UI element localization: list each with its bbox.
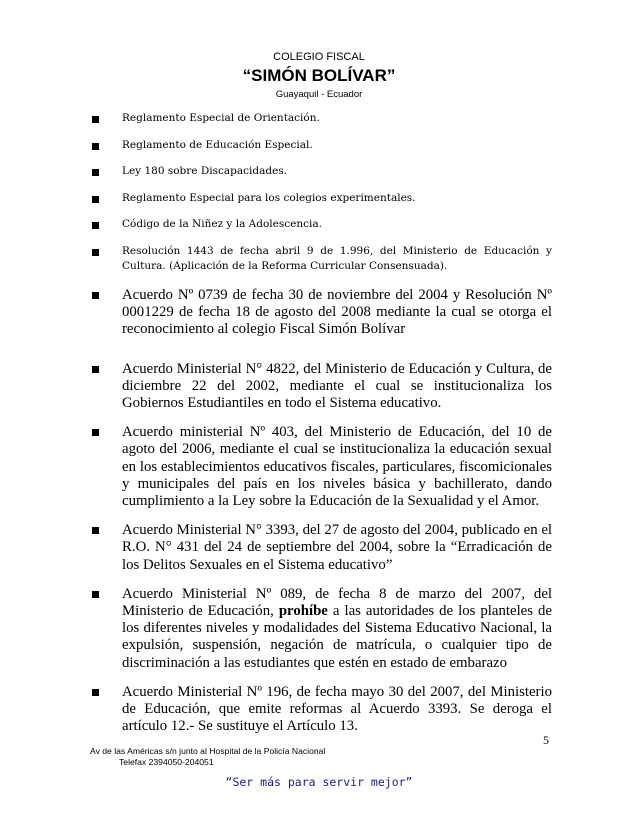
bullet-icon: [92, 249, 99, 256]
school-name: “SIMÓN BOLÍVAR”: [242, 66, 396, 85]
bullet-icon: [92, 591, 99, 598]
list-item-text: Acuerdo Nº 0739 de fecha 30 de noviembre del 2004 y Resolución Nº 0001229 de fecha 18 de agosto del 2008 mediante la cual se otorga el reconocimiento al colegio Fiscal Simón Bolívar: [122, 287, 552, 338]
footer-motto: “Ser más para servir mejor”: [225, 775, 413, 789]
list-item: [92, 244, 552, 275]
list-item-text: Resolución 1443 de fecha abril 9 de 1.996, del Ministerio de Educación y Cultura. (Aplicación de la Reforma Curricular Consensuada).: [122, 244, 552, 272]
list-item-text: Ley 180 sobre Discapacidades.: [122, 165, 288, 177]
bullet-icon: [92, 196, 99, 203]
list-item: [92, 287, 552, 339]
list-item: [92, 164, 552, 180]
list-item-text: Reglamento Especial para los colegios experimentales.: [122, 191, 416, 204]
list-item: [92, 191, 552, 207]
agreements-list: [92, 287, 552, 735]
bullet-icon: [92, 292, 99, 299]
list-item-text: Código de la Niñez y la Adolescencia.: [122, 218, 322, 230]
list-item-text: Reglamento Especial de Orientación.: [122, 112, 320, 124]
bullet-icon: [92, 116, 99, 123]
page-number: 5: [543, 733, 549, 747]
bullet-icon: [92, 222, 99, 229]
bullet-icon: [92, 429, 99, 436]
regulations-list: [92, 111, 552, 275]
bullet-icon: [92, 689, 99, 696]
bullet-icon: [92, 143, 99, 150]
list-item: [92, 424, 552, 510]
footer-phone: Telefax 2394050-204051: [119, 757, 214, 767]
text-segment: a las autoridades de los planteles de los diferentes niveles y modalidades del Sistema Educativo Nacional, la expulsión, suspensión, negación de matrícula, o cualquier tipo de discriminación a las estudiantes que estén en estado de embarazo: [122, 603, 552, 671]
list-item-text: Acuerdo Ministerial N° 3393, del 27 de agosto del 2004, publicado en el R.O. N° 431 del 24 de septiembre del 2004, sobre la “Erradicación de los Delitos Sexuales en el Sistema educativo”: [122, 522, 552, 573]
list-item: [92, 138, 552, 154]
list-item-text: Acuerdo ministerial Nº 403, del Ministerio de Educación, del 10 de agoto del 2006, mediante el cual se institucionaliza la educación sexual en los establecimientos educativos fiscales, particulares, fiscomicionales y municipales del país en los niveles básica y bachillerato, dando cumplimiento a la Ley sobre la Educación de la Sexualidad y el Amor.: [122, 424, 552, 510]
bullet-icon: [92, 169, 99, 176]
list-item-text: Acuerdo Ministerial N° 4822, del Ministerio de Educación y Cultura, de diciembre 22 del 2002, mediante el cual se institucionaliza los Gobiernos Estudiantiles en todo el Sistema educativo.: [122, 360, 552, 412]
text-segment: Acuerdo Ministerial Nº 089, de fecha 8 de marzo del 2007, del Ministerio de Educación,: [122, 585, 552, 620]
footer-address: Av de las Américas s/n junto al Hospital de la Policía Nacional: [90, 746, 326, 756]
list-item-text: Acuerdo Ministerial Nº 196, de fecha mayo 30 del 2007, del Ministerio de Educación, que emite reformas al Acuerdo 3393. Se deroga el artículo 12.- Se sustituye el Artículo 13.: [122, 683, 552, 735]
list-item-text: Reglamento de Educación Especial.: [122, 138, 313, 151]
bullet-icon: [92, 366, 99, 373]
school-location: Guayaquil - Ecuador: [275, 89, 363, 100]
list-item: [92, 111, 552, 127]
emphasis-text: prohíbe: [278, 603, 328, 620]
list-item: [92, 586, 552, 672]
list-item: [92, 217, 552, 233]
list-item: [92, 684, 552, 736]
list-item-text: [122, 586, 552, 671]
list-item: [92, 361, 552, 413]
school-type: COLEGIO FISCAL: [273, 51, 365, 63]
list-item: [92, 522, 552, 574]
bullet-icon: [92, 527, 99, 534]
